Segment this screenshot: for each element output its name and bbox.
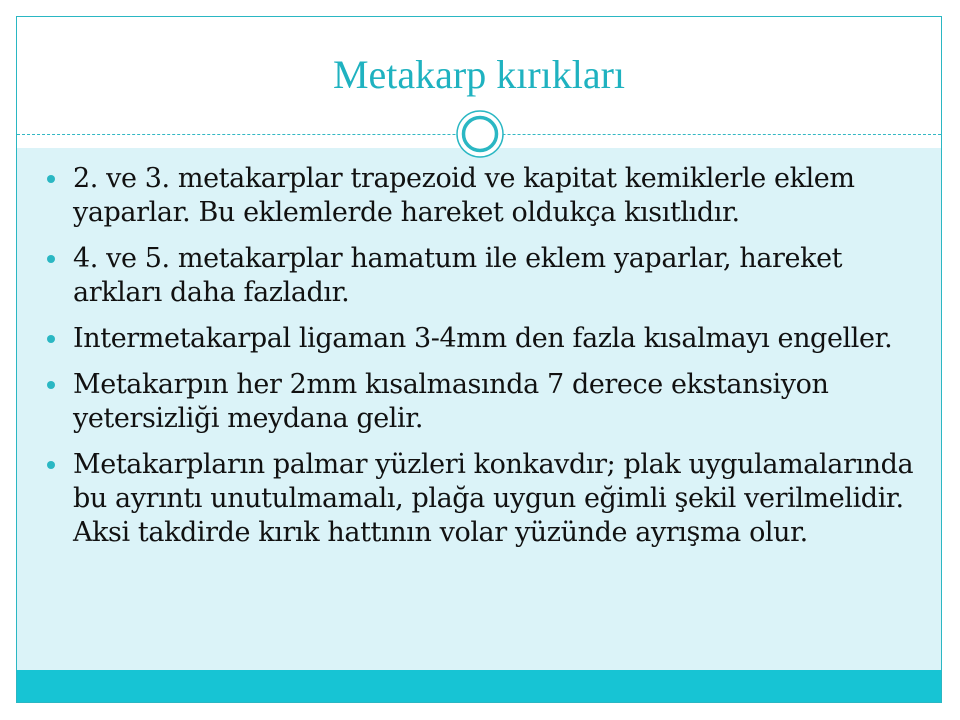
slide-title: Metakarp kırıkları (332, 52, 626, 97)
double-ring-icon (456, 110, 504, 158)
bullet-item (57, 162, 917, 230)
bullet-text: 4. ve 5. metakarplar hamatum ile eklem yaparlar, hareket arkları daha fazladır. (73, 243, 843, 308)
bullet-list (57, 162, 917, 562)
bullet-text: Metakarpların palmar yüzleri konkavdır; plak uygulamalarında bu ayrıntı unutulmamalı, plağa uygun eğimli şekil verilmelidir. Aksi takdirde kırık hattının volar yüzünde ayrışma olur. (73, 449, 914, 548)
bullet-icon (47, 335, 55, 343)
bullet-item (57, 368, 917, 436)
slide-frame (16, 16, 942, 703)
bullet-item (57, 448, 917, 550)
bullet-icon (47, 255, 55, 263)
bullet-text: 2. ve 3. metakarplar trapezoid ve kapitat kemiklerle eklem yaparlar. Bu eklemlerde hareket oldukça kısıtlıdır. (73, 163, 855, 228)
bullet-icon (47, 381, 55, 389)
footer-bar (17, 670, 941, 702)
bullet-icon (47, 175, 55, 183)
bullet-item (57, 242, 917, 310)
bullet-text: Intermetakarpal ligaman 3-4mm den fazla kısalmayı engeller. (73, 323, 893, 354)
bullet-text: Metakarpın her 2mm kısalmasında 7 derece ekstansiyon yetersizliği meydana gelir. (73, 369, 829, 434)
bullet-icon (47, 461, 55, 469)
content-area (17, 148, 941, 672)
bullet-item (57, 322, 917, 356)
